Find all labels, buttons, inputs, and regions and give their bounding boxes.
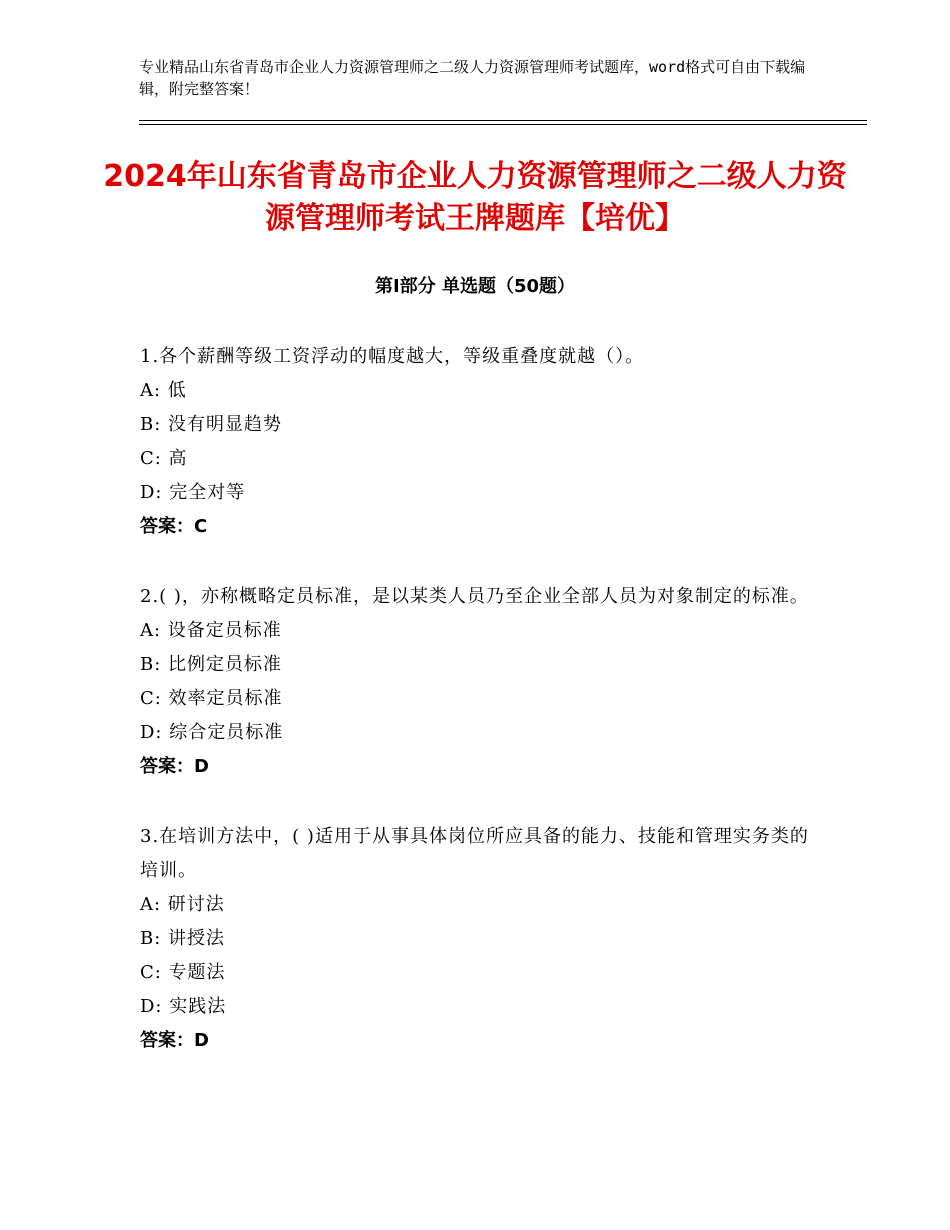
question-option-c: C: 效率定员标准: [140, 688, 283, 709]
question-answer: 答案：C: [140, 516, 208, 537]
question-stem: 2.( )，亦称概略定员标准，是以某类人员乃至企业全部人员为对象制定的标准。: [140, 586, 809, 607]
question-answer: 答案：D: [140, 756, 209, 777]
question-option-d: D: 综合定员标准: [140, 722, 284, 743]
question-option-d: D: 实践法: [140, 996, 227, 1017]
document-title: 2024年山东省青岛市企业人力资源管理师之二级人力资源管理师考试王牌题库【培优】: [103, 159, 847, 236]
question-option-c: C: 专题法: [140, 962, 226, 983]
question-stem: 3.在培训方法中，( )适用于从事具体岗位所应具备的能力、技能和管理实务类的培训。: [140, 826, 809, 881]
header-divider-secondary: [139, 124, 867, 125]
question-item: [140, 580, 820, 784]
question-option-a: A: 研讨法: [140, 894, 225, 915]
question-answer: 答案：D: [140, 1030, 209, 1051]
question-item: [140, 340, 820, 544]
question-option-b: B: 讲授法: [140, 928, 226, 949]
question-stem: 1.各个薪酬等级工资浮动的幅度越大，等级重叠度就越（）。: [140, 346, 645, 367]
section-title: 第Ⅰ部分 单选题（50题）: [374, 276, 575, 297]
question-item: [140, 820, 820, 1058]
question-option-b: B: 比例定员标准: [140, 654, 283, 675]
header-note: 专业精品山东省青岛市企业人力资源管理师之二级人力资源管理师考试题库，word格式可自由下载编辑，附完整答案！: [139, 58, 806, 98]
question-option-c: C: 高: [140, 448, 188, 469]
question-list: [140, 340, 820, 1094]
header-divider: [139, 120, 867, 121]
question-option-a: A: 低: [140, 380, 187, 401]
question-option-d: D: 完全对等: [140, 482, 246, 503]
question-option-b: B: 没有明显趋势: [140, 414, 283, 435]
question-option-a: A: 设备定员标准: [140, 620, 282, 641]
